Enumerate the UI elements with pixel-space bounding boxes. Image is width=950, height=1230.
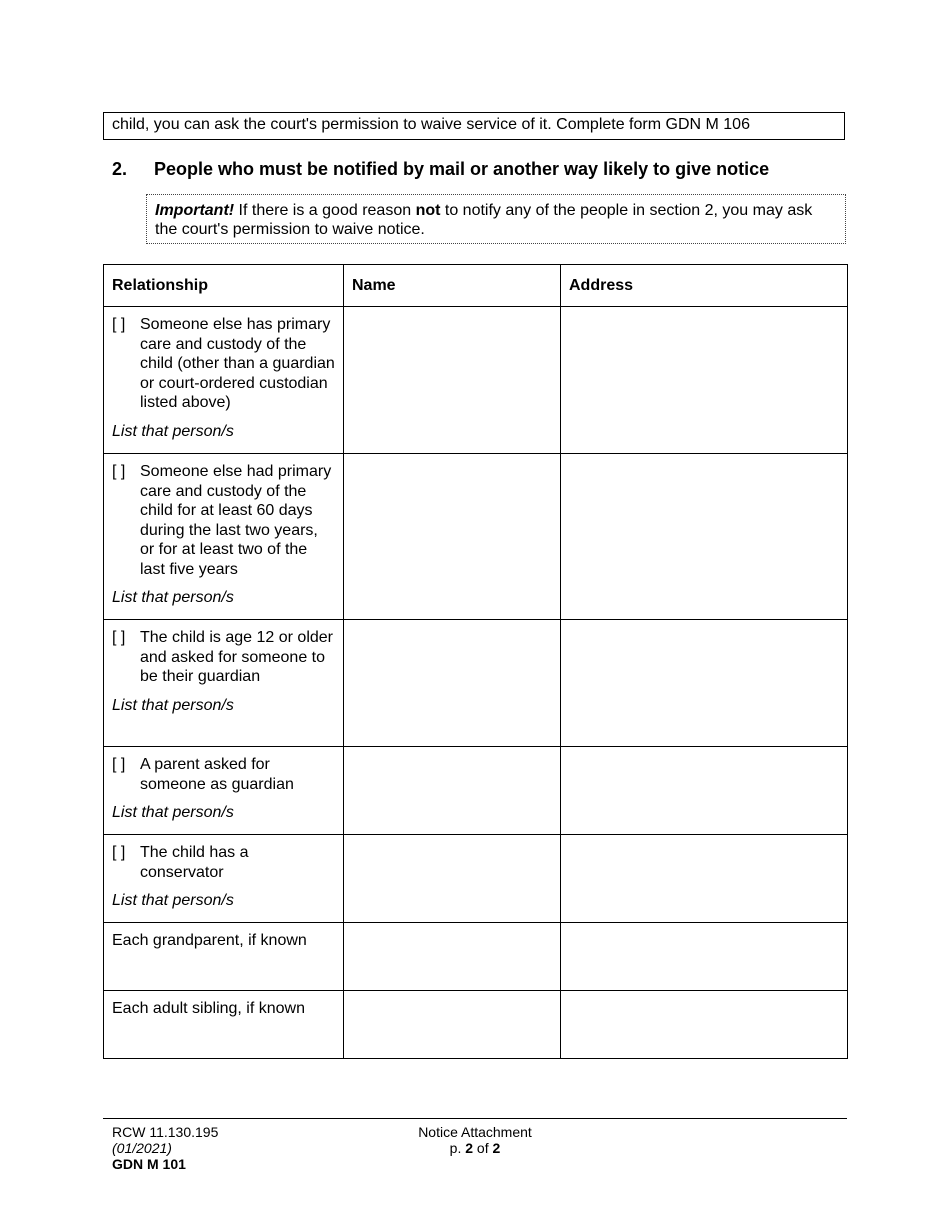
page-current: 2 <box>465 1140 474 1156</box>
name-cell[interactable] <box>344 307 561 454</box>
name-cell[interactable] <box>344 620 561 747</box>
relationship-cell <box>104 747 344 835</box>
list-note: List that person/s <box>112 589 234 606</box>
list-note: List that person/s <box>112 892 234 909</box>
address-cell[interactable] <box>561 454 848 620</box>
page-of: of <box>473 1140 493 1156</box>
list-note: List that person/s <box>112 696 234 714</box>
relationship-cell: Each adult sibling, if known <box>104 991 344 1059</box>
table-row <box>104 307 848 454</box>
footer-statute: RCW 11.130.195 <box>112 1124 219 1140</box>
checkbox[interactable]: [ ] <box>112 463 126 480</box>
people-to-notify-table <box>103 264 848 1059</box>
address-cell[interactable] <box>561 307 848 454</box>
checkbox[interactable]: [ ] <box>112 844 126 861</box>
footer-form-info <box>112 1124 218 1172</box>
relationship-cell <box>104 454 344 620</box>
section-2-heading <box>112 157 852 181</box>
relationship-cell <box>104 307 344 454</box>
list-note: List that person/s <box>112 422 234 440</box>
continued-text-box <box>103 112 845 140</box>
table-row <box>104 991 848 1059</box>
relationship-text: The child has a conservator <box>140 844 249 881</box>
footer-title: Notice Attachment <box>418 1124 532 1140</box>
footer-form-number: GDN M 101 <box>112 1156 186 1172</box>
header-address: Address <box>561 265 848 307</box>
relationship-text: Someone else had primary care and custody of the child for at least 60 days during the last two years, or for at least two of the last five years <box>140 463 332 578</box>
header-relationship: Relationship <box>104 265 344 307</box>
name-cell[interactable] <box>344 923 561 991</box>
name-cell[interactable] <box>344 747 561 835</box>
name-cell[interactable] <box>344 454 561 620</box>
page-total: 2 <box>492 1140 501 1156</box>
table-row <box>104 835 848 923</box>
page-prefix: p. <box>449 1140 466 1156</box>
name-cell[interactable] <box>344 991 561 1059</box>
table-row <box>104 454 848 620</box>
footer-page-info <box>375 1124 575 1156</box>
footer-divider <box>103 1118 847 1119</box>
section-number: 2. <box>112 159 128 179</box>
address-cell[interactable] <box>561 835 848 923</box>
footer-page-number <box>375 1140 575 1156</box>
address-cell[interactable] <box>561 991 848 1059</box>
footer-revision: (01/2021) <box>112 1140 172 1156</box>
relationship-cell <box>104 835 344 923</box>
address-cell[interactable] <box>561 747 848 835</box>
relationship-text: A parent asked for someone as guardian <box>140 756 294 793</box>
important-text-2: to notify any of the people in section 2, you may ask the court's permission to waive notice. <box>155 202 813 238</box>
relationship-cell: Each grandparent, if known <box>104 923 344 991</box>
table-row <box>104 923 848 991</box>
relationship-text: Someone else has primary care and custody of the child (other than a guardian or court-ordered custodian listed above) <box>140 316 335 411</box>
important-text-1: If there is a good reason <box>234 202 416 219</box>
important-label: Important! <box>155 202 235 219</box>
checkbox[interactable]: [ ] <box>112 629 126 646</box>
table-row <box>104 747 848 835</box>
important-emphasis: not <box>415 202 441 219</box>
checkbox[interactable]: [ ] <box>112 756 126 773</box>
address-cell[interactable] <box>561 923 848 991</box>
relationship-text: The child is age 12 or older and asked for someone to be their guardian <box>140 629 333 685</box>
header-name: Name <box>344 265 561 307</box>
table-row <box>104 620 848 747</box>
relationship-cell <box>104 620 344 747</box>
continued-text: child, you can ask the court's permission to waive service of it. Complete form GDN M 106 <box>112 116 750 133</box>
important-notice-box <box>146 194 846 244</box>
name-cell[interactable] <box>344 835 561 923</box>
checkbox[interactable]: [ ] <box>112 316 126 333</box>
table-header-row <box>104 265 848 307</box>
list-note: List that person/s <box>112 804 234 821</box>
address-cell[interactable] <box>561 620 848 747</box>
section-title: People who must be notified by mail or another way likely to give notice <box>154 159 770 179</box>
